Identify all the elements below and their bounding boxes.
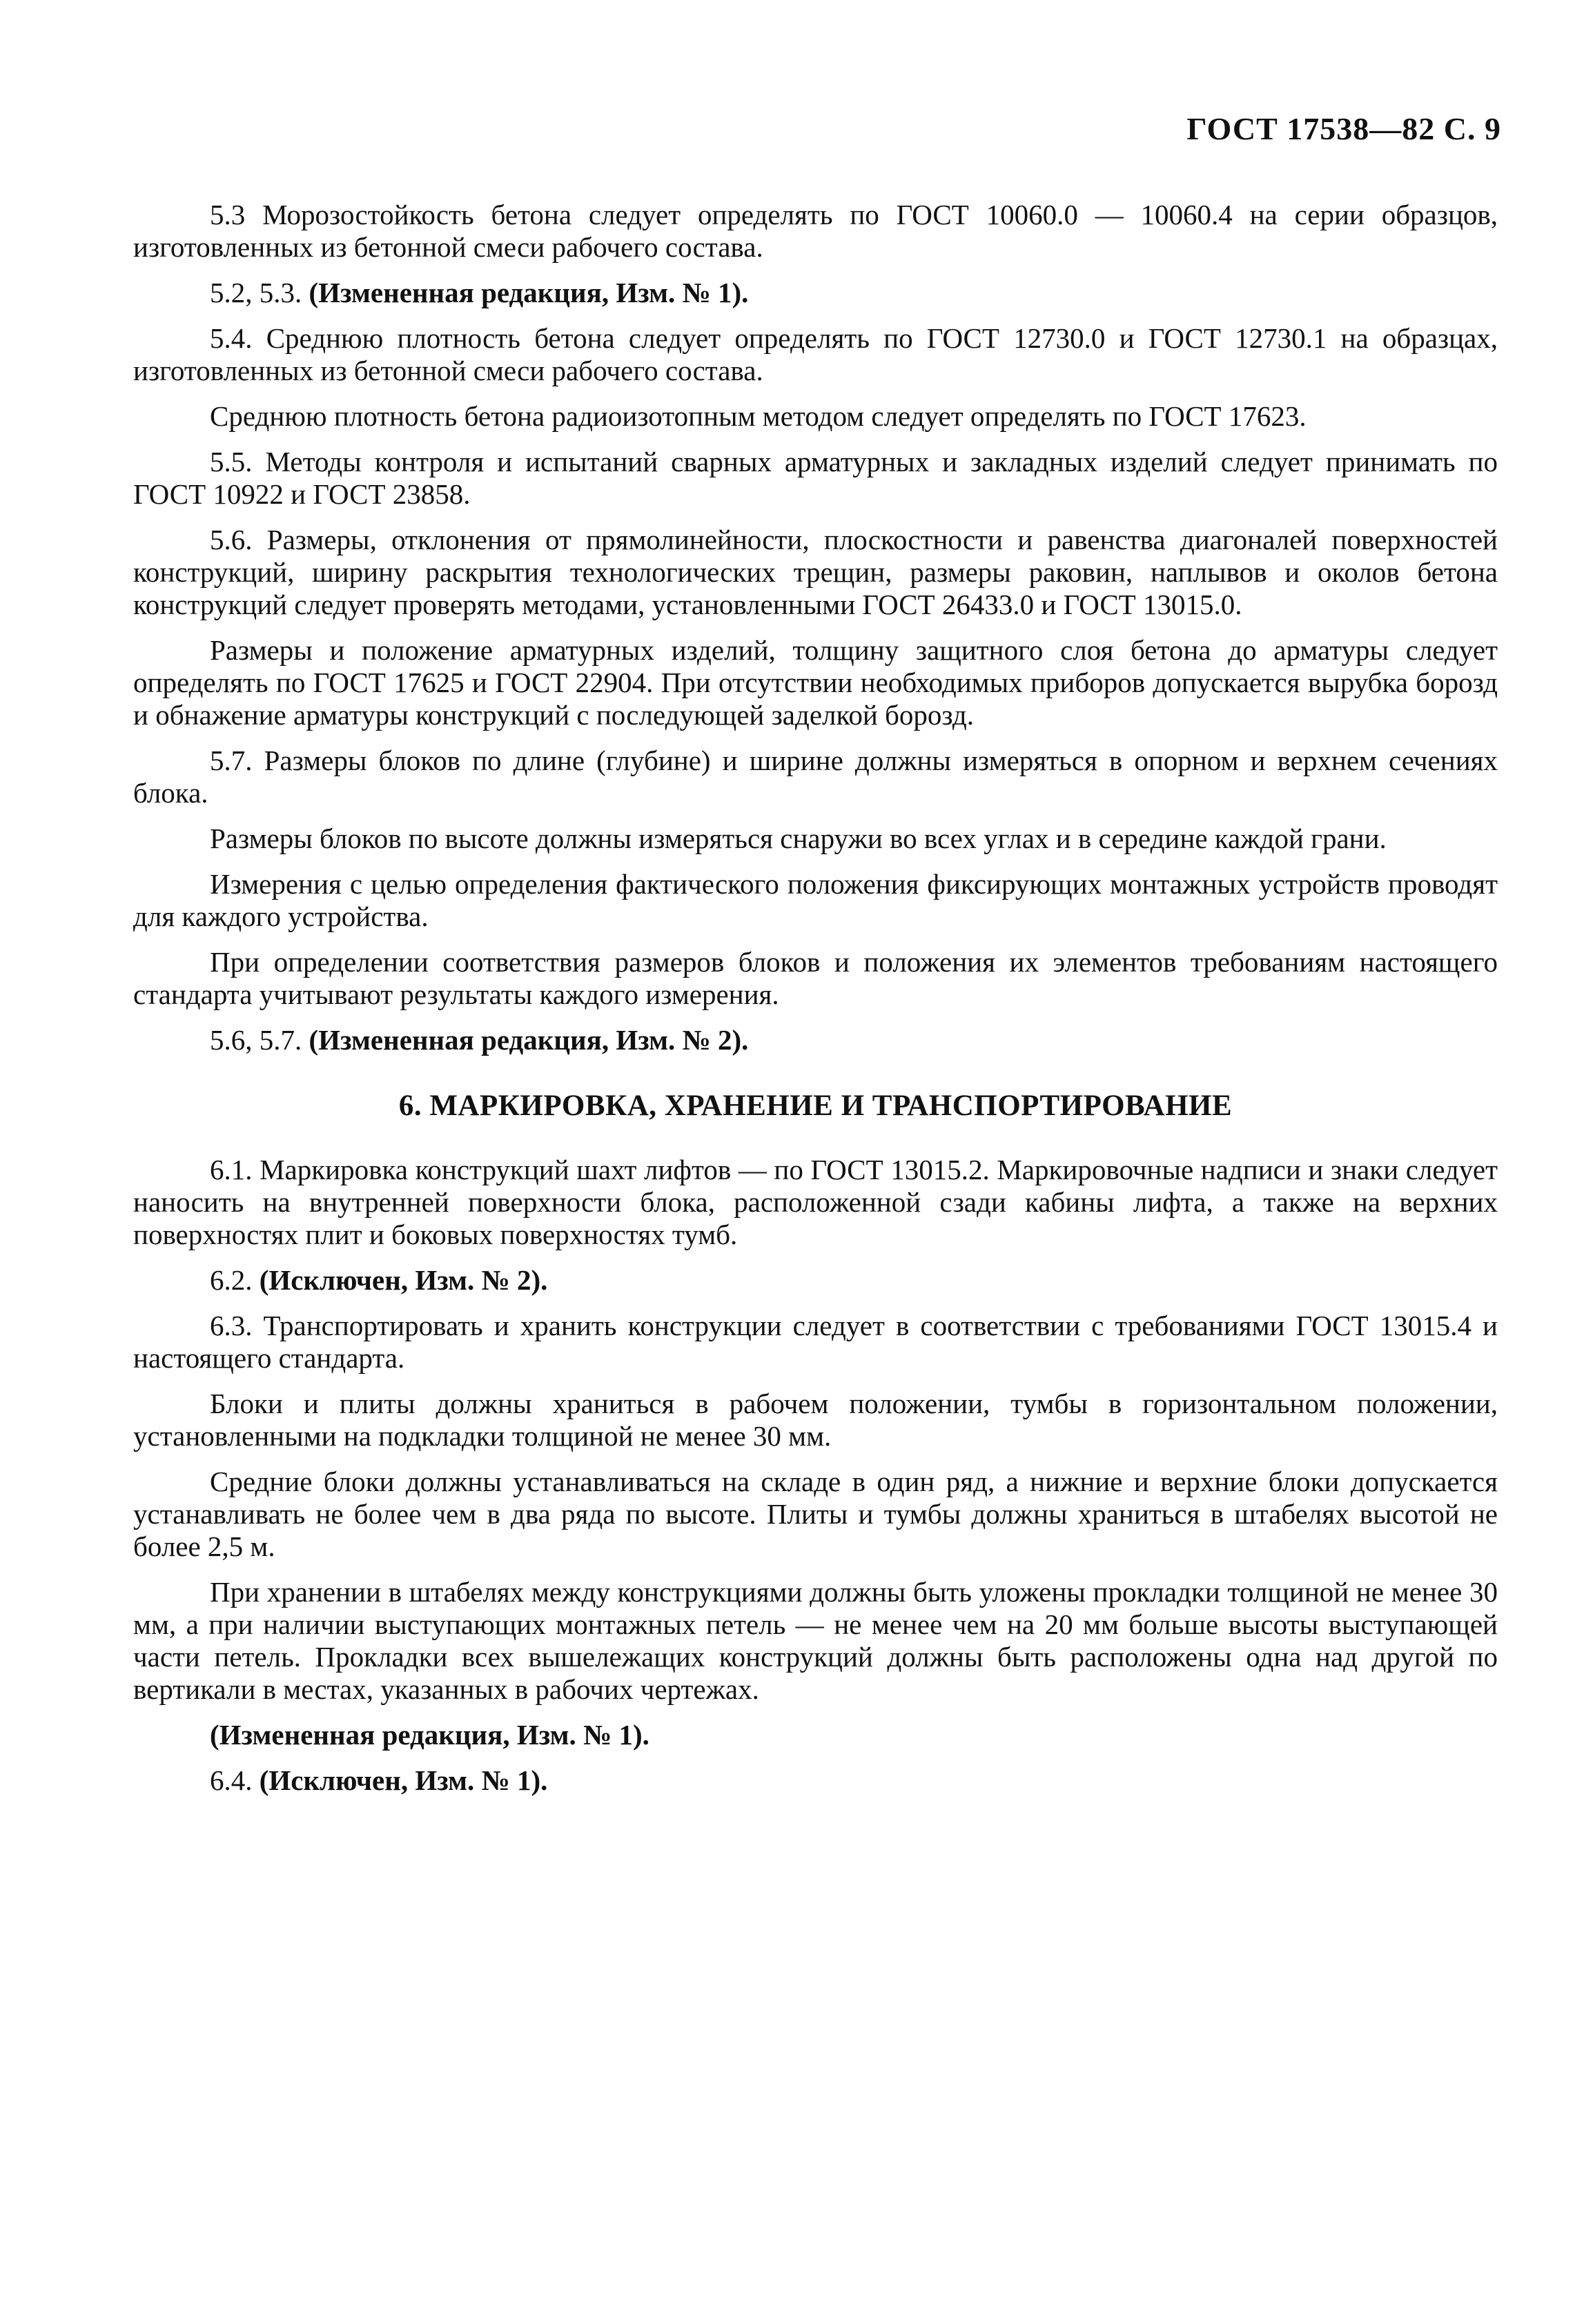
paragraph-5-7-height: Размеры блоков по высоте должны измеряться снаружи во всех углах и в середине каждой грани. (210, 823, 1387, 854)
amendment-note-text: (Исключен, Изм. № 1). (259, 1764, 548, 1796)
amendment-note-text: (Измененная редакция, Изм. № 1). (210, 1719, 649, 1751)
section-6-title: 6. МАРКИРОВКА, ХРАНЕНИЕ И ТРАНСПОРТИРОВАНИЕ (398, 1090, 1233, 1122)
document-body (133, 199, 1498, 1810)
paragraph-5-3: 5.3 Морозостойкость бетона следует определять по ГОСТ 10060.0 — 10060.4 на серии образцов, изготовленных из бетонной смеси рабочего состава. (133, 199, 1498, 263)
paragraph-5-7-devices: Измерения с целью определения фактического положения фиксирующих монтажных устройств проводят для каждого устройства. (133, 868, 1498, 932)
amendment-note-prefix: 5.2, 5.3. (210, 277, 309, 308)
paragraph-6-1: 6.1. Маркировка конструкций шахт лифтов — по ГОСТ 13015.2. Маркировочные надписи и знаки следует наносить на внутренней поверхности блока, расположенной сзади кабины лифта, а также на верхних поверхностях плит и боковых поверхностях тумб. (133, 1154, 1498, 1250)
amendment-note-6-4 (133, 1764, 1498, 1797)
amendment-note-prefix: 5.6, 5.7. (210, 1024, 309, 1056)
paragraph-5-4: 5.4. Среднюю плотность бетона следует определять по ГОСТ 12730.0 и ГОСТ 12730.1 на образцах, изготовленных из бетонной смеси рабочего состава. (133, 322, 1498, 386)
amendment-note-prefix: 6.4. (210, 1764, 260, 1796)
amendment-note-6-3 (133, 1719, 1498, 1751)
paragraph-6-3-spacers: При хранении в штабелях между конструкциями должны быть уложены прокладки толщиной не менее 30 мм, а при наличии выступающих монтажных петель — не менее чем на 20 мм больше высоты выступающей части петель. Прокладки всех вышележащих конструкций должны быть расположены одна над другой по вертикали в местах, указанных в рабочих чертежах. (133, 1576, 1498, 1705)
amendment-note-text: (Исключен, Изм. № 2). (259, 1264, 548, 1296)
paragraph-5-7-conformity: При определении соответствия размеров блоков и положения их элементов требованиям настоящего стандарта учитывают результаты каждого измерения. (133, 946, 1498, 1010)
paragraph-5-5: 5.5. Методы контроля и испытаний сварных арматурных и закладных изделий следует принимать по ГОСТ 10922 и ГОСТ 23858. (133, 446, 1498, 510)
paragraph-6-3-stacking: Средние блоки должны устанавливаться на складе в один ряд, а нижние и верхние блоки допускается устанавливать не более чем в два ряда по высоте. Плиты и тумбы должны храниться в штабелях высотой не более 2,5 м. (133, 1466, 1498, 1562)
amendment-note-text: (Измененная редакция, Изм. № 1). (309, 277, 749, 308)
amendment-note-5-2-5-3 (133, 277, 1498, 309)
amendment-note-text: (Измененная редакция, Изм. № 2). (309, 1024, 749, 1056)
amendment-note-5-6-5-7 (133, 1024, 1498, 1056)
paragraph-5-6: 5.6. Размеры, отклонения от прямолинейности, плоскостности и равенства диагоналей поверхностей конструкций, ширину раскрытия технологических трещин, размеры раковин, наплывов и околов бетона конструкций следует проверять методами, установленными ГОСТ 26433.0 и ГОСТ 13015.0. (133, 524, 1498, 620)
paragraph-6-3: 6.3. Транспортировать и хранить конструкции следует в соответствии с требованиями ГОСТ 13015.4 и настоящего стандарта. (133, 1310, 1498, 1374)
paragraph-5-7: 5.7. Размеры блоков по длине (глубине) и ширине должны измеряться в опорном и верхнем сечениях блока. (133, 745, 1498, 809)
page-header-doc-ref: ГОСТ 17538—82 С. 9 (1186, 111, 1501, 146)
paragraph-5-4-radioisotope: Среднюю плотность бетона радиоизотопным методом следует определять по ГОСТ 17623. (210, 400, 1307, 432)
paragraph-6-3-position: Блоки и плиты должны храниться в рабочем положении, тумбы в горизонтальном положении, установленными на подкладки толщиной не менее 30 мм. (133, 1388, 1498, 1452)
amendment-note-6-2 (133, 1264, 1498, 1297)
amendment-note-prefix: 6.2. (210, 1264, 260, 1296)
paragraph-5-6-reinforcement: Размеры и положение арматурных изделий, толщину защитного слоя бетона до арматуры следует определять по ГОСТ 17625 и ГОСТ 22904. При отсутствии необходимых приборов допускается вырубка борозд и обнажение арматуры конструкций с последующей заделкой борозд. (133, 634, 1498, 731)
